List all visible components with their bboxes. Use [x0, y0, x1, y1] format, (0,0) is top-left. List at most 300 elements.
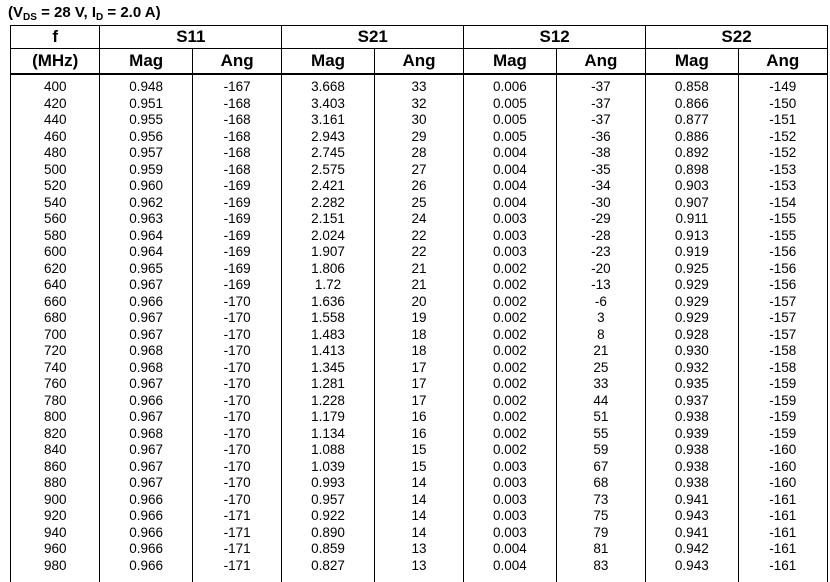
s12-ang-cell: 25	[556, 360, 645, 377]
s11-ang-cell: -170	[192, 294, 281, 311]
bias-conditions	[8, 3, 161, 23]
s22-mag-cell: 0.903	[646, 178, 738, 195]
s11-mag-cell: 0.966	[100, 492, 192, 509]
s21-ang-cell: 33	[374, 74, 463, 96]
s11-ang-cell: -169	[192, 261, 281, 278]
table-row	[11, 442, 828, 459]
s12-mag-cell: 0.002	[464, 343, 556, 360]
s22-ang-cell: -153	[738, 162, 827, 179]
freq-cell: 900	[11, 492, 100, 509]
s11-mag-cell: 0.963	[100, 211, 192, 228]
s12-ang-cell: -30	[556, 195, 645, 212]
s12-ang-cell: 55	[556, 426, 645, 443]
s12-ang-cell: -6	[556, 294, 645, 311]
s12-mag-cell: 0.002	[464, 393, 556, 410]
table-row	[11, 393, 828, 410]
table-row	[11, 129, 828, 146]
s21-mag-cell: 1.134	[282, 426, 374, 443]
s22-ang-cell: -159	[738, 376, 827, 393]
s21-mag-cell: 1.413	[282, 343, 374, 360]
freq-cell: 960	[11, 541, 100, 558]
s12-ang-cell: 83	[556, 558, 645, 575]
table-row	[11, 459, 828, 476]
s12-ang-cell: 79	[556, 525, 645, 542]
s21-ang-cell: 19	[374, 310, 463, 327]
freq-cell: 740	[11, 360, 100, 377]
s11-mag-cell: 0.968	[100, 426, 192, 443]
s12-mag-cell: 0.002	[464, 261, 556, 278]
table-row	[11, 492, 828, 509]
s11-mag-cell: 0.966	[100, 294, 192, 311]
table-row	[11, 228, 828, 245]
s21-ang-cell: 13	[374, 541, 463, 558]
freq-cell: 680	[11, 310, 100, 327]
s12-mag-cell: 0.003	[464, 211, 556, 228]
s12-ang-cell: 73	[556, 492, 645, 509]
freq-cell: 660	[11, 294, 100, 311]
s21-ang-cell: 14	[374, 508, 463, 525]
ang-header: Ang	[738, 49, 827, 75]
s22-mag-cell: 0.932	[646, 360, 738, 377]
s21-mag-cell: 3.403	[282, 96, 374, 113]
s22-ang-cell: -155	[738, 228, 827, 245]
s21-mag-cell: 1.179	[282, 409, 374, 426]
s22-mag-cell: 0.943	[646, 558, 738, 575]
s11-ang-cell: -170	[192, 426, 281, 443]
s21-mag-cell: 0.859	[282, 541, 374, 558]
mag-header: Mag	[464, 49, 556, 75]
table-row	[11, 327, 828, 344]
clipped-cell	[282, 574, 374, 582]
s21-mag-cell: 2.421	[282, 178, 374, 195]
s12-ang-cell: 59	[556, 442, 645, 459]
freq-cell: 920	[11, 508, 100, 525]
s21-mag-cell: 0.957	[282, 492, 374, 509]
s11-ang-cell: -170	[192, 475, 281, 492]
s11-mag-cell: 0.948	[100, 74, 192, 96]
s11-ang-cell: -170	[192, 492, 281, 509]
s12-mag-cell: 0.005	[464, 112, 556, 129]
s22-ang-cell: -152	[738, 145, 827, 162]
s22-ang-cell: -155	[738, 211, 827, 228]
s22-ang-cell: -152	[738, 129, 827, 146]
s12-mag-cell: 0.004	[464, 145, 556, 162]
s22-ang-cell: -160	[738, 459, 827, 476]
s12-ang-cell: -29	[556, 211, 645, 228]
s22-mag-cell: 0.938	[646, 442, 738, 459]
freq-cell: 880	[11, 475, 100, 492]
s12-mag-cell: 0.003	[464, 244, 556, 261]
s22-ang-cell: -159	[738, 393, 827, 410]
s12-mag-cell: 0.002	[464, 360, 556, 377]
s21-mag-cell: 0.827	[282, 558, 374, 575]
s21-mag-cell: 1.483	[282, 327, 374, 344]
s22-mag-cell: 0.929	[646, 294, 738, 311]
s11-mag-cell: 0.967	[100, 459, 192, 476]
s11-ang-cell: -170	[192, 459, 281, 476]
s11-ang-cell: -168	[192, 96, 281, 113]
s12-mag-cell: 0.002	[464, 310, 556, 327]
s11-mag-cell: 0.965	[100, 261, 192, 278]
s22-ang-cell: -149	[738, 74, 827, 96]
s21-ang-cell: 24	[374, 211, 463, 228]
s21-ang-cell: 29	[374, 129, 463, 146]
s11-mag-cell: 0.962	[100, 195, 192, 212]
freq-cell: 980	[11, 558, 100, 575]
s21-mag-cell: 1.636	[282, 294, 374, 311]
clipped-cell	[374, 574, 463, 582]
s12-mag-cell: 0.002	[464, 294, 556, 311]
freq-cell: 520	[11, 178, 100, 195]
table-row	[11, 211, 828, 228]
table-row	[11, 525, 828, 542]
s21-ang-cell: 13	[374, 558, 463, 575]
freq-cell: 480	[11, 145, 100, 162]
ang-header: Ang	[556, 49, 645, 75]
s22-mag-cell: 0.877	[646, 112, 738, 129]
table-row	[11, 112, 828, 129]
table-row	[11, 178, 828, 195]
freq-cell: 560	[11, 211, 100, 228]
s12-header: S12	[464, 26, 646, 49]
s21-mag-cell: 2.282	[282, 195, 374, 212]
s12-mag-cell: 0.003	[464, 525, 556, 542]
s21-mag-cell: 1.558	[282, 310, 374, 327]
s11-mag-cell: 0.967	[100, 409, 192, 426]
s11-ang-cell: -169	[192, 178, 281, 195]
s21-ang-cell: 22	[374, 228, 463, 245]
s11-mag-cell: 0.959	[100, 162, 192, 179]
s12-ang-cell: 81	[556, 541, 645, 558]
freq-cell: 800	[11, 409, 100, 426]
s12-ang-cell: -20	[556, 261, 645, 278]
s22-mag-cell: 0.892	[646, 145, 738, 162]
table-row	[11, 376, 828, 393]
s21-ang-cell: 30	[374, 112, 463, 129]
s12-ang-cell: 33	[556, 376, 645, 393]
s11-ang-cell: -169	[192, 211, 281, 228]
s11-ang-cell: -169	[192, 244, 281, 261]
clipped-cell	[192, 574, 281, 582]
s12-ang-cell: 21	[556, 343, 645, 360]
s12-ang-cell: 3	[556, 310, 645, 327]
s22-mag-cell: 0.929	[646, 310, 738, 327]
s21-mag-cell: 3.668	[282, 74, 374, 96]
s21-mag-cell: 2.943	[282, 129, 374, 146]
freq-cell: 820	[11, 426, 100, 443]
table-row	[11, 558, 828, 575]
freq-cell: 840	[11, 442, 100, 459]
s11-mag-cell: 0.967	[100, 475, 192, 492]
s11-ang-cell: -168	[192, 129, 281, 146]
s11-ang-cell: -170	[192, 310, 281, 327]
clipped-cell	[556, 574, 645, 582]
s-parameter-table	[10, 25, 828, 582]
ang-header: Ang	[192, 49, 281, 75]
s22-ang-cell: -161	[738, 541, 827, 558]
s22-ang-cell: -161	[738, 508, 827, 525]
s12-mag-cell: 0.003	[464, 475, 556, 492]
s11-ang-cell: -171	[192, 508, 281, 525]
s21-mag-cell: 1.72	[282, 277, 374, 294]
s12-ang-cell: 75	[556, 508, 645, 525]
freq-cell: 720	[11, 343, 100, 360]
table-row	[11, 96, 828, 113]
freq-header: f	[11, 26, 100, 49]
s22-ang-cell: -161	[738, 492, 827, 509]
s22-ang-cell: -151	[738, 112, 827, 129]
table-row	[11, 244, 828, 261]
s22-mag-cell: 0.866	[646, 96, 738, 113]
s11-ang-cell: -169	[192, 228, 281, 245]
s21-ang-cell: 14	[374, 475, 463, 492]
s12-ang-cell: -23	[556, 244, 645, 261]
s21-mag-cell: 1.345	[282, 360, 374, 377]
s22-ang-cell: -154	[738, 195, 827, 212]
s11-mag-cell: 0.966	[100, 525, 192, 542]
s22-ang-cell: -158	[738, 360, 827, 377]
clipped-cell	[11, 574, 100, 582]
s11-mag-cell: 0.966	[100, 393, 192, 410]
freq-cell: 640	[11, 277, 100, 294]
clipped-cell	[100, 574, 192, 582]
s22-mag-cell: 0.930	[646, 343, 738, 360]
s12-mag-cell: 0.004	[464, 178, 556, 195]
clipped-cell	[464, 574, 556, 582]
s11-ang-cell: -167	[192, 74, 281, 96]
s21-ang-cell: 16	[374, 409, 463, 426]
table-row	[11, 409, 828, 426]
s11-mag-cell: 0.966	[100, 508, 192, 525]
s22-ang-cell: -158	[738, 343, 827, 360]
s12-mag-cell: 0.003	[464, 492, 556, 509]
s12-mag-cell: 0.005	[464, 129, 556, 146]
s21-ang-cell: 18	[374, 327, 463, 344]
s21-mag-cell: 1.281	[282, 376, 374, 393]
s22-mag-cell: 0.937	[646, 393, 738, 410]
table-row	[11, 195, 828, 212]
table-row	[11, 310, 828, 327]
s12-mag-cell: 0.002	[464, 327, 556, 344]
s21-ang-cell: 17	[374, 376, 463, 393]
s21-ang-cell: 17	[374, 393, 463, 410]
s21-ang-cell: 17	[374, 360, 463, 377]
s21-mag-cell: 1.088	[282, 442, 374, 459]
header-row-units	[11, 49, 828, 75]
s11-mag-cell: 0.967	[100, 327, 192, 344]
s21-ang-cell: 15	[374, 459, 463, 476]
s21-ang-cell: 15	[374, 442, 463, 459]
s11-mag-cell: 0.956	[100, 129, 192, 146]
s22-mag-cell: 0.928	[646, 327, 738, 344]
ang-header: Ang	[374, 49, 463, 75]
s22-mag-cell: 0.938	[646, 475, 738, 492]
s12-ang-cell: -37	[556, 74, 645, 96]
s22-ang-cell: -157	[738, 310, 827, 327]
s22-mag-cell: 0.941	[646, 525, 738, 542]
table-row	[11, 162, 828, 179]
s22-mag-cell: 0.886	[646, 129, 738, 146]
s12-ang-cell: -36	[556, 129, 645, 146]
s11-mag-cell: 0.967	[100, 310, 192, 327]
s21-mag-cell: 2.575	[282, 162, 374, 179]
s21-ang-cell: 21	[374, 261, 463, 278]
mag-header: Mag	[100, 49, 192, 75]
table-row	[11, 145, 828, 162]
s22-ang-cell: -157	[738, 294, 827, 311]
s22-mag-cell: 0.943	[646, 508, 738, 525]
s22-mag-cell: 0.858	[646, 74, 738, 96]
s11-mag-cell: 0.951	[100, 96, 192, 113]
s11-mag-cell: 0.966	[100, 541, 192, 558]
s22-header: S22	[646, 26, 828, 49]
freq-cell: 620	[11, 261, 100, 278]
s12-mag-cell: 0.005	[464, 96, 556, 113]
table-row	[11, 343, 828, 360]
mag-header: Mag	[282, 49, 374, 75]
vds-value: = 28 V, I	[36, 4, 96, 21]
s11-ang-cell: -168	[192, 112, 281, 129]
s12-mag-cell: 0.004	[464, 162, 556, 179]
s21-mag-cell: 0.993	[282, 475, 374, 492]
s11-ang-cell: -170	[192, 376, 281, 393]
s22-mag-cell: 0.938	[646, 409, 738, 426]
s21-mag-cell: 0.890	[282, 525, 374, 542]
freq-cell: 700	[11, 327, 100, 344]
freq-cell: 940	[11, 525, 100, 542]
freq-cell: 780	[11, 393, 100, 410]
s21-mag-cell: 3.161	[282, 112, 374, 129]
freq-cell: 580	[11, 228, 100, 245]
s12-mag-cell: 0.003	[464, 228, 556, 245]
s21-mag-cell: 1.228	[282, 393, 374, 410]
s22-ang-cell: -160	[738, 475, 827, 492]
s11-mag-cell: 0.967	[100, 277, 192, 294]
s21-ang-cell: 14	[374, 492, 463, 509]
s21-ang-cell: 22	[374, 244, 463, 261]
s11-mag-cell: 0.955	[100, 112, 192, 129]
s12-ang-cell: -28	[556, 228, 645, 245]
s11-ang-cell: -170	[192, 327, 281, 344]
id-value: = 2.0 A)	[103, 4, 161, 21]
freq-cell: 860	[11, 459, 100, 476]
s12-mag-cell: 0.002	[464, 409, 556, 426]
s12-mag-cell: 0.002	[464, 376, 556, 393]
s22-ang-cell: -157	[738, 327, 827, 344]
s21-ang-cell: 26	[374, 178, 463, 195]
s22-mag-cell: 0.919	[646, 244, 738, 261]
s11-ang-cell: -169	[192, 195, 281, 212]
id-subscript: D	[95, 12, 104, 23]
s21-ang-cell: 18	[374, 343, 463, 360]
s21-mag-cell: 0.922	[282, 508, 374, 525]
s22-ang-cell: -159	[738, 409, 827, 426]
s21-ang-cell: 28	[374, 145, 463, 162]
s22-mag-cell: 0.929	[646, 277, 738, 294]
s21-ang-cell: 21	[374, 277, 463, 294]
table-row	[11, 475, 828, 492]
s11-mag-cell: 0.964	[100, 244, 192, 261]
s11-ang-cell: -171	[192, 558, 281, 575]
s11-ang-cell: -171	[192, 525, 281, 542]
s11-ang-cell: -170	[192, 360, 281, 377]
s12-ang-cell: -38	[556, 145, 645, 162]
s12-ang-cell: 44	[556, 393, 645, 410]
freq-cell: 420	[11, 96, 100, 113]
freq-cell: 440	[11, 112, 100, 129]
table-row	[11, 541, 828, 558]
s22-ang-cell: -153	[738, 178, 827, 195]
s11-ang-cell: -169	[192, 277, 281, 294]
freq-unit-header: (MHz)	[11, 49, 100, 75]
freq-cell: 460	[11, 129, 100, 146]
s21-mag-cell: 2.024	[282, 228, 374, 245]
s11-mag-cell: 0.964	[100, 228, 192, 245]
s12-mag-cell: 0.003	[464, 508, 556, 525]
s21-header: S21	[282, 26, 464, 49]
freq-cell: 540	[11, 195, 100, 212]
s12-mag-cell: 0.004	[464, 195, 556, 212]
vds-subscript: DS	[23, 12, 37, 23]
s21-ang-cell: 27	[374, 162, 463, 179]
s22-ang-cell: -150	[738, 96, 827, 113]
s11-ang-cell: -168	[192, 162, 281, 179]
s11-ang-cell: -170	[192, 442, 281, 459]
s12-ang-cell: 68	[556, 475, 645, 492]
freq-cell: 760	[11, 376, 100, 393]
s11-mag-cell: 0.957	[100, 145, 192, 162]
s11-ang-cell: -170	[192, 343, 281, 360]
s12-mag-cell: 0.003	[464, 459, 556, 476]
s22-mag-cell: 0.942	[646, 541, 738, 558]
mag-header: Mag	[646, 49, 738, 75]
s12-mag-cell: 0.002	[464, 426, 556, 443]
s21-mag-cell: 1.039	[282, 459, 374, 476]
s11-ang-cell: -170	[192, 409, 281, 426]
freq-cell: 400	[11, 74, 100, 96]
s22-mag-cell: 0.898	[646, 162, 738, 179]
s22-ang-cell: -156	[738, 261, 827, 278]
s11-header: S11	[100, 26, 282, 49]
s21-mag-cell: 2.151	[282, 211, 374, 228]
s21-ang-cell: 20	[374, 294, 463, 311]
table-row	[11, 360, 828, 377]
s12-ang-cell: -13	[556, 277, 645, 294]
s21-ang-cell: 16	[374, 426, 463, 443]
s22-mag-cell: 0.935	[646, 376, 738, 393]
s22-ang-cell: -161	[738, 525, 827, 542]
s12-mag-cell: 0.006	[464, 74, 556, 96]
table-row-clipped	[11, 574, 828, 582]
s12-ang-cell: -37	[556, 112, 645, 129]
s12-mag-cell: 0.002	[464, 277, 556, 294]
s21-ang-cell: 14	[374, 525, 463, 542]
s12-mag-cell: 0.004	[464, 541, 556, 558]
s22-mag-cell: 0.911	[646, 211, 738, 228]
table-row	[11, 294, 828, 311]
s11-ang-cell: -170	[192, 393, 281, 410]
s22-ang-cell: -156	[738, 277, 827, 294]
s22-ang-cell: -159	[738, 426, 827, 443]
s11-mag-cell: 0.967	[100, 442, 192, 459]
s22-mag-cell: 0.939	[646, 426, 738, 443]
s12-ang-cell: 8	[556, 327, 645, 344]
s22-ang-cell: -161	[738, 558, 827, 575]
vds-label: (V	[8, 4, 23, 21]
s21-mag-cell: 1.806	[282, 261, 374, 278]
clipped-cell	[646, 574, 738, 582]
s22-mag-cell: 0.938	[646, 459, 738, 476]
